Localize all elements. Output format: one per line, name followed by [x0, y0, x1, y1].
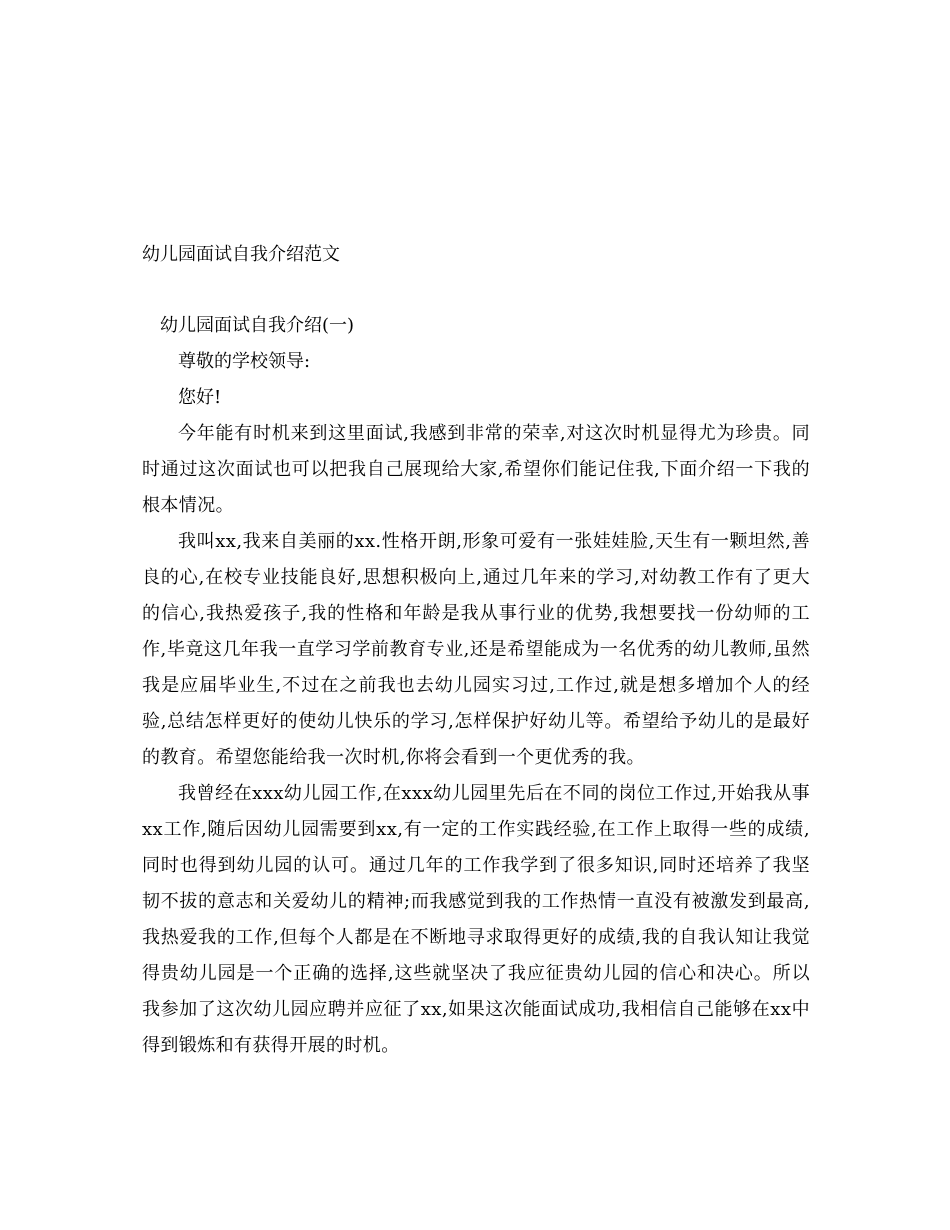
- document-body: [142, 344, 810, 1064]
- section-title: 幼儿园面试自我介绍(一): [160, 315, 355, 336]
- paragraph-2: 我叫xx,我来自美丽的xx.性格开朗,形象可爱有一张娃娃脸,天生有一颗坦然,善良的心,在校专业技能良好,思想积极向上,通过几年来的学习,对幼教工作有了更大的信心,我热爱孩子,我的性格和年龄是我从事行业的优势,我想要找一份幼师的工作,毕竟这几年我一直学习学前教育专业,还是希望能成为一名优秀的幼儿教师,虽然我是应届毕业生,不过在之前我也去幼儿园实习过,工作过,就是想多增加个人的经验,总结怎样更好的使幼儿快乐的学习,怎样保护好幼儿等。希望给予幼儿的是最好的教育。希望您能给我一次时机,你将会看到一个更优秀的我。: [142, 531, 810, 768]
- greeting: 您好!: [178, 387, 222, 408]
- paragraph-1: 今年能有时机来到这里面试,我感到非常的荣幸,对这次时机显得尤为珍贵。同时通过这次面试也可以把我自己展现给大家,希望你们能记住我,下面介绍一下我的根本情况。: [142, 423, 810, 516]
- document-title: 幼儿园面试自我介绍范文: [142, 244, 340, 265]
- paragraph-3: 我曾经在xxx幼儿园工作,在xxx幼儿园里先后在不同的岗位工作过,开始我从事xx工作,随后因幼儿园需要到xx,有一定的工作实践经验,在工作上取得一些的成绩,同时也得到幼儿园的认可。通过几年的工作我学到了很多知识,同时还培养了我坚韧不拔的意志和关爱幼儿的精神;而我感觉到我的工作热情一直没有被激发到最高,我热爱我的工作,但每个人都是在不断地寻求取得更好的成绩,我的自我认知让我觉得贵幼儿园是一个正确的选择,这些就坚决了我应征贵幼儿园的信心和决心。所以我参加了这次幼儿园应聘并应征了xx,如果这次能面试成功,我相信自己能够在xx中得到锻炼和有获得开展的时机。: [142, 783, 810, 1056]
- salutation: 尊敬的学校领导:: [178, 351, 311, 372]
